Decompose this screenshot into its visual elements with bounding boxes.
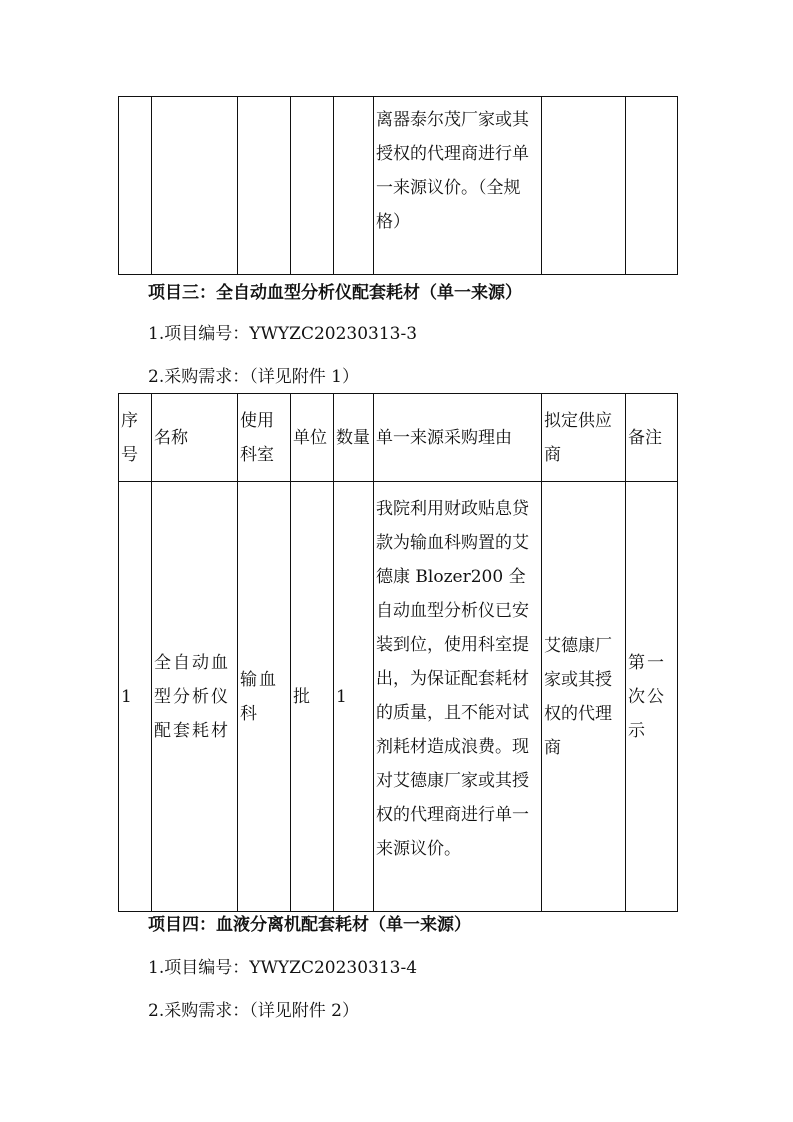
table-cell <box>542 97 626 275</box>
table-cell <box>152 97 238 275</box>
project3-number: 1.项目编号：YWYZC20230313-3 <box>148 324 418 344</box>
project4-heading: 项目四：血液分离机配套耗材（单一来源） <box>148 915 471 935</box>
table-cell <box>238 97 291 275</box>
procurement-table <box>118 393 678 912</box>
project4-number: 1.项目编号：YWYZC20230313-4 <box>148 958 418 978</box>
header-seq: 序号 <box>119 394 152 482</box>
cell-supplier: 艾德康厂家或其授权的代理商 <box>542 482 626 912</box>
reason-cell: 离器泰尔茂厂家或其授权的代理商进行单一来源议价。（全规格） <box>374 97 542 275</box>
table-header-row <box>119 394 678 482</box>
table-cell <box>119 97 152 275</box>
table-row <box>119 482 678 912</box>
project4-demand: 2.采购需求：（详见附件 2） <box>148 1001 359 1021</box>
project3-heading: 项目三：全自动血型分析仪配套耗材（单一来源） <box>148 283 522 303</box>
header-dept: 使用科室 <box>238 394 291 482</box>
header-supplier: 拟定供应商 <box>542 394 626 482</box>
table-row <box>119 97 678 275</box>
header-name: 名称 <box>152 394 238 482</box>
header-qty: 数量 <box>334 394 374 482</box>
table-cell <box>626 97 678 275</box>
project3-demand: 2.采购需求：（详见附件 1） <box>148 367 359 387</box>
table-cell <box>334 97 374 275</box>
header-remark: 备注 <box>626 394 678 482</box>
table-cell <box>291 97 334 275</box>
cell-name: 全自动血型分析仪配套耗材 <box>152 482 238 912</box>
cell-seq: 1 <box>119 482 152 912</box>
cell-reason: 我院利用财政贴息贷款为输血科购置的艾德康 Blozer200 全自动血型分析仪已安装到位，使用科室提出，为保证配套耗材的质量，且不能对试剂耗材造成浪费。现对艾德康厂家或其授权的代理商进行单一来源议价。 <box>374 482 542 912</box>
previous-table-continuation <box>118 96 678 275</box>
cell-qty: 1 <box>334 482 374 912</box>
header-reason: 单一来源采购理由 <box>374 394 542 482</box>
cell-remark: 第一次公示 <box>626 482 678 912</box>
cell-unit: 批 <box>291 482 334 912</box>
cell-dept: 输血科 <box>238 482 291 912</box>
header-unit: 单位 <box>291 394 334 482</box>
